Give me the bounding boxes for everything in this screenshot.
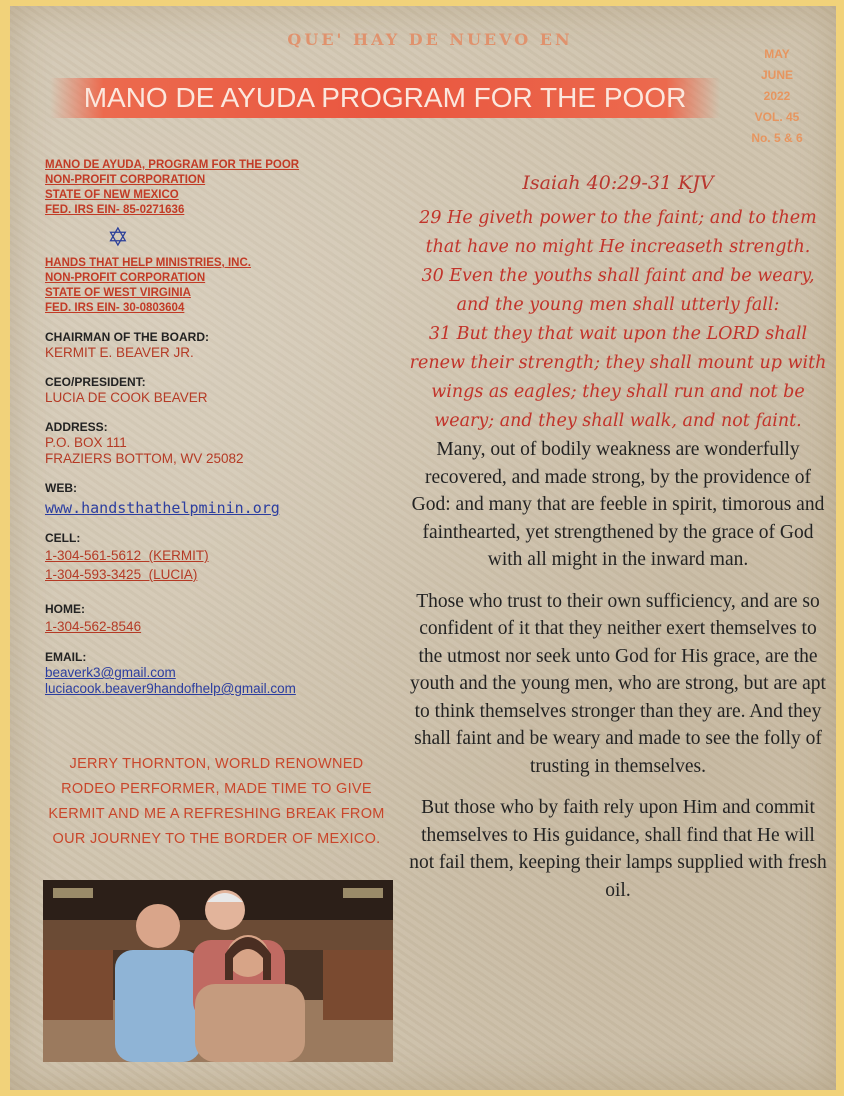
org-line[interactable]: STATE OF NEW MEXICO [45, 189, 179, 201]
commentary-paragraph: But those who by faith rely upon Him and commit themselves to His guidance, shall find that He will not fail them, keeping their lamps supplied with fresh oil. [409, 797, 827, 901]
cell-label: CELL: [45, 531, 81, 545]
org-block-new-mexico [45, 158, 390, 218]
issue-number: No. 5 & 6 [751, 131, 803, 145]
email-link[interactable]: beaverk3@gmail.com [45, 665, 176, 680]
commentary-paragraph: Many, out of bodily weakness are wonderfully recovered, and made strong, by the providence of God: and many that are feeble in spirit, timorous and fainthearted, yet strengthened by the grace of God with all might in the inward man. [411, 439, 825, 570]
verse-30: 30 Even the youths shall faint and be weary, and the young men shall utterly fall: [421, 266, 815, 315]
website-link[interactable]: www.handsthathelpminin.org [45, 499, 280, 517]
verse-29: 29 He giveth power to the faint; and to them that have no might He increaseth strength. [419, 208, 817, 257]
home-label: HOME: [45, 602, 85, 616]
star-of-david-icon: ✡ [107, 222, 129, 252]
newsletter-title: MANO DE AYUDA PROGRAM FOR THE POOR [83, 82, 687, 113]
org-line[interactable]: NON-PROFIT CORPORATION [45, 174, 206, 186]
address-line: FRAZIERS BOTTOM, WV 25082 [45, 451, 244, 466]
scripture-reference: Isaiah 40:29-31 KJV [522, 172, 714, 194]
email-label: EMAIL: [45, 650, 87, 664]
issue-month-1: MAY [764, 47, 790, 61]
header-kicker: QUE' HAY DE NUEVO EN [287, 30, 573, 49]
contact-column [45, 158, 390, 697]
org-line[interactable]: NON-PROFIT CORPORATION [45, 272, 206, 284]
org-block-west-virginia [45, 256, 390, 316]
org-line[interactable]: FED. IRS EIN- 30-0803604 [45, 302, 185, 314]
ceo-label: CEO/PRESIDENT: [45, 375, 146, 389]
chairman-name: KERMIT E. BEAVER JR. [45, 345, 194, 360]
address-label: ADDRESS: [45, 420, 108, 434]
issue-year: 2022 [763, 89, 791, 103]
photo-caption: JERRY THORNTON, WORLD RENOWNED RODEO PERFORMER, MADE TIME TO GIVE KERMIT AND ME A REFRESHING BREAK FROM OUR JOURNEY TO THE BORDER OF MEXICO. [48, 756, 385, 847]
title-banner [50, 78, 720, 118]
newsletter-page [10, 6, 836, 1090]
address-line: P.O. BOX 111 [45, 435, 127, 450]
issue-info [746, 44, 808, 149]
web-label: WEB: [45, 481, 77, 495]
org-line[interactable]: FED. IRS EIN- 85-0271636 [45, 204, 185, 216]
issue-month-2: JUNE [760, 68, 793, 82]
cell-phone-lucia[interactable]: 1-304-593-3425 (LUCIA) [45, 567, 198, 582]
group-photo [43, 880, 393, 1062]
email-link[interactable]: luciacook.beaver9handofhelp@gmail.com [45, 681, 296, 696]
org-line[interactable]: MANO DE AYUDA, PROGRAM FOR THE POOR [45, 159, 300, 171]
scripture-column [408, 172, 828, 918]
photo-illustration [43, 880, 393, 1062]
verse-31: 31 But they that wait upon the LORD shall renew their strength; they shall mount up with wings as eagles; they shall run and not be weary; and they shall walk, and not faint. [409, 324, 827, 431]
org-line[interactable]: HANDS THAT HELP MINISTRIES, INC. [45, 257, 251, 269]
issue-volume: VOL. 45 [754, 110, 800, 124]
ceo-name: LUCIA DE COOK BEAVER [45, 390, 208, 405]
chairman-label: CHAIRMAN OF THE BOARD: [45, 330, 209, 344]
home-phone[interactable]: 1-304-562-8546 [45, 619, 142, 634]
cell-phone-kermit[interactable]: 1-304-561-5612 (KERMIT) [45, 548, 209, 563]
commentary-paragraph: Those who trust to their own sufficiency, and are so confident of it that they neither exert themselves to the utmost nor seek unto God for His grace, are the youth and the young men, who are strong, but are apt to think themselves stronger than they are. And they shall faint and be weary and made to see the folly of trusting in themselves. [410, 590, 826, 777]
org-line[interactable]: STATE OF WEST VIRGINIA [45, 287, 191, 299]
